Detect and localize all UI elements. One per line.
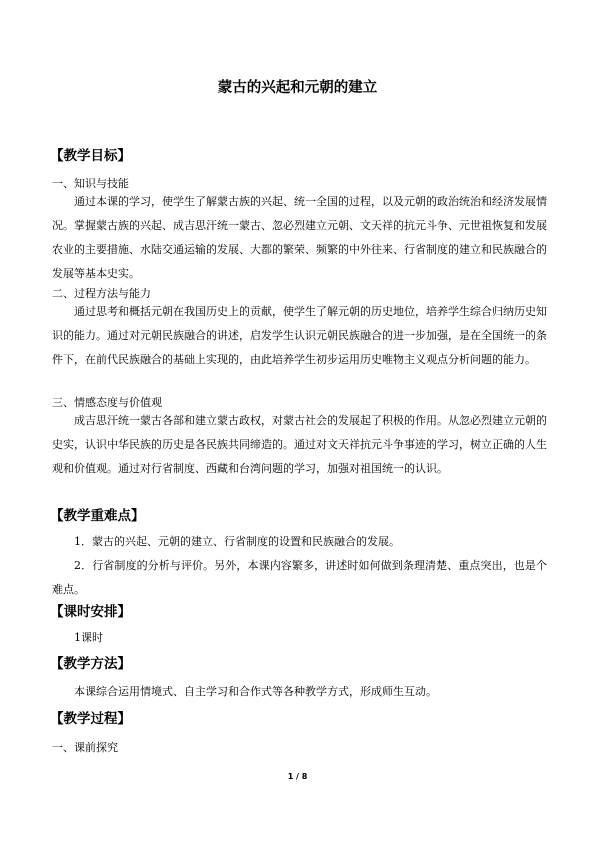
methods-heading: 【教学方法】	[50, 656, 131, 672]
knowledge-heading: 一、知识与技能	[52, 177, 129, 190]
schedule-heading: 【课时安排】	[50, 604, 131, 620]
teaching-process-heading: 【教学过程】	[50, 711, 131, 727]
document-title: 蒙古的兴起和元朝的建立	[217, 80, 378, 96]
schedule-text: 1课时	[74, 631, 103, 644]
methods-text: 本课综合运用情境式、自主学习和合作式等各种教学方式，形成师生互动。	[74, 685, 437, 698]
knowledge-paragraph: 通过本课的学习，使学生了解蒙古族的兴起、统一全国的过程，以及元朝的政治统治和经济发展情况。掌握蒙古族的兴起、成吉思汗统一蒙古、忽必烈建立元朝、文天祥的抗元斗争、元世祖恢复和发展农业的主要措施、水陆交通运输的发展、大都的繁荣、频繁的中外往来、行省制度的建立和民族融合的发展等基本史实。	[52, 195, 547, 280]
process-heading: 二、过程方法与能力	[52, 287, 151, 300]
key-point-item: 1．蒙古的兴起、元朝的建立、行省制度的设置和民族融合的发展。	[74, 535, 400, 548]
key-point-item: 2．行省制度的分析与评价。另外，本课内容繁多，讲述时如何做到条理清楚、重点突出，也是个难点。	[52, 559, 547, 596]
process-paragraph: 通过思考和概括元朝在我国历史上的贡献，使学生了解元朝的历史地位，培养学生综合归纳历史知识的能力。通过对元朝民族融合的讲述，启发学生认识元朝民族融合的进一步加强，是在全国统一的条件下，在前代民族融合的基础上实现的，由此培养学生初步运用历史唯物主义观点分析问题的能力。	[52, 305, 547, 366]
key-points-heading: 【教学重难点】	[50, 508, 145, 524]
objectives-heading: 【教学目标】	[50, 148, 131, 164]
page-number: 1 / 8	[287, 772, 308, 781]
emotion-paragraph: 成吉思汗统一蒙古各部和建立蒙古政权，对蒙古社会的发展起了积极的作用。从忽必烈建立元朝的史实，认识中华民族的历史是各民族共同缔造的。通过对文天祥抗元斗争事迹的学习，树立正确的人生观和价值观。通过对行省制度、西藏和台湾问题的学习，加强对祖国统一的认识。	[52, 414, 547, 475]
emotion-heading: 三、情感态度与价值观	[52, 396, 162, 409]
pre-class-heading: 一、课前探究	[52, 741, 118, 754]
